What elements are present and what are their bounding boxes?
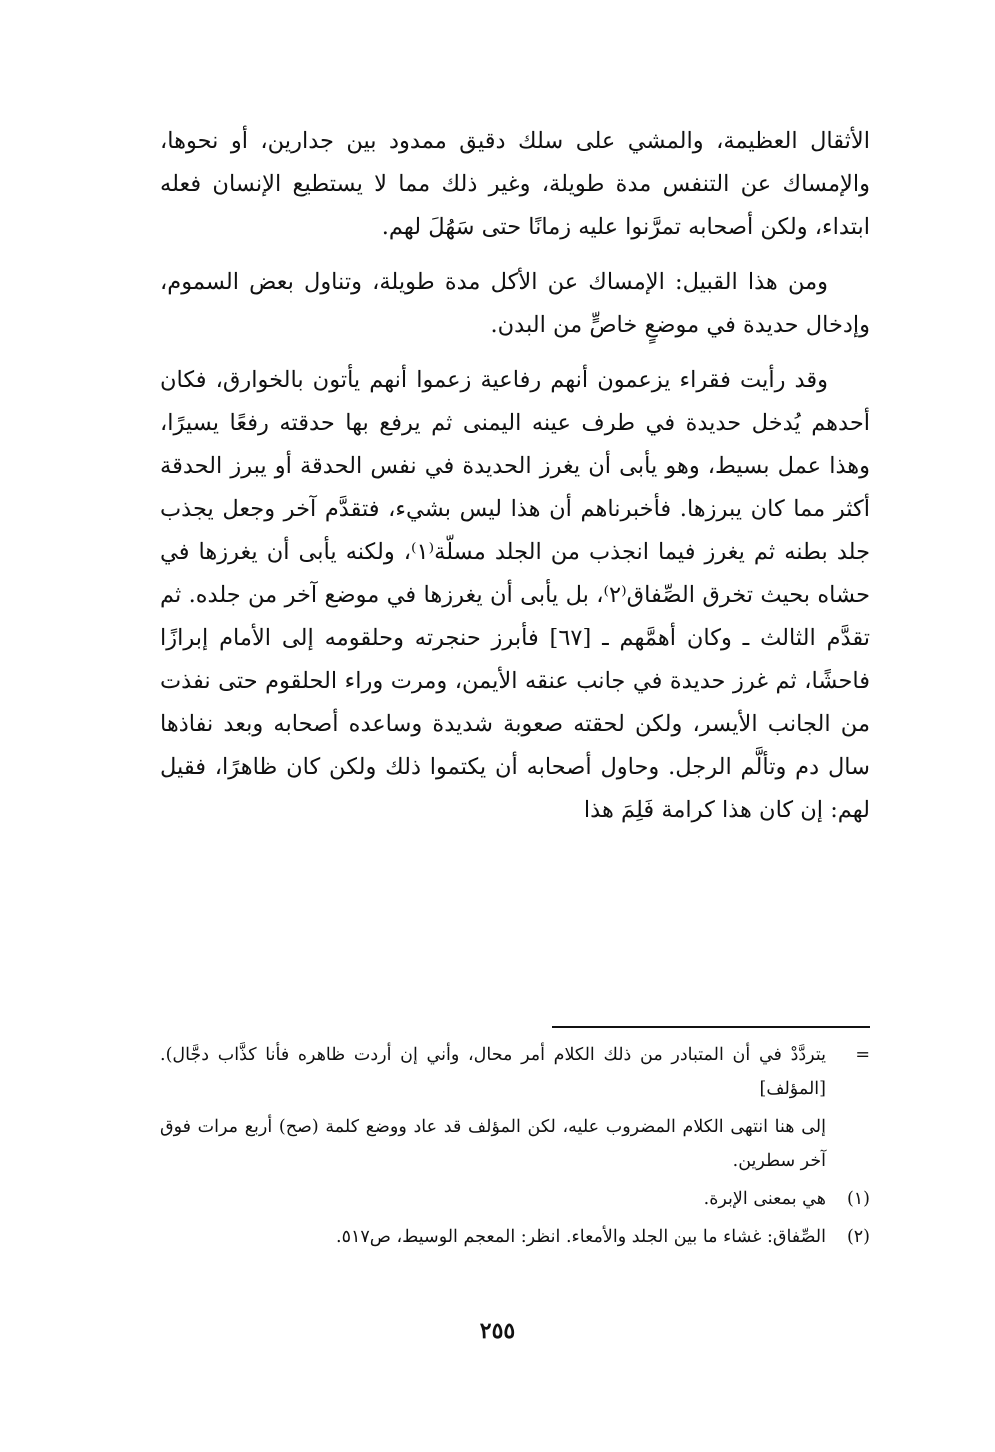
- footnote-note: [160, 1110, 870, 1178]
- footnote-1: [160, 1182, 870, 1216]
- footnote-text: الصِّفاق: غشاء ما بين الجلد والأمعاء. انظر: المعجم الوسيط، ص٥١٧.: [335, 1227, 826, 1247]
- paragraph-1: الأثقال العظيمة، والمشي على سلك دقيق ممدود بين جدارين، أو نحوها، والإمساك عن التنفس مدة طويلة، وغير ذلك مما لا يستطيع الإنسان فعله ابتداء، ولكن أصحابه تمرَّنوا عليه زمانًا حتى سَهُلَ لهم.: [160, 128, 870, 240]
- footnote-2: [160, 1220, 870, 1254]
- footnote-marker: (٢): [846, 1227, 870, 1247]
- footnote-marker: =: [855, 1045, 870, 1065]
- footnote-separator: [552, 1026, 870, 1028]
- page-number: ٢٥٥: [479, 1318, 516, 1344]
- main-text: [160, 120, 870, 844]
- paragraph-2: ومن هذا القبيل: الإمساك عن الأكل مدة طويلة، وتناول بعض السموم، وإدخال حديدة في موضعٍ خاصٍّ من البدن.: [160, 269, 870, 338]
- footnote-marker: (١): [846, 1189, 870, 1209]
- footnote-continued: [160, 1038, 870, 1106]
- footnote-text: إلى هنا انتهى الكلام المضروب عليه، لكن المؤلف قد عاد ووضع كلمة (صح) أربع مرات فوق آخر سطرين.: [160, 1117, 826, 1171]
- footnote-text: يتردَّدْ في أن المتبادر من ذلك الكلام أمر محال، وأني إن أردت ظاهره فأنا كذَّاب دجَّال). [المؤلف]: [160, 1045, 826, 1099]
- footnote-text: هي بمعنى الإبرة.: [703, 1189, 826, 1209]
- paragraph-3: وقد رأيت فقراء يزعمون أنهم رفاعية زعموا أنهم يأتون بالخوارق، فكان أحدهم يُدخل حديدة في طرف عينه اليمنى ثم يرفع بها حدقته رفعًا يسيرًا، وهذا عمل بسيط، وهو يأبى أن يغرز الحديدة في نفس الحدقة أو يبرز الحدقة أكثر مما كان يبرزها. فأخبرناهم أن هذا ليس بشيء، فتقدَّم آخر وجعل يجذب جلد بطنه ثم يغرز فيما انجذب من الجلد مسلّة⁽١⁾، ولكنه يأبى أن يغرزها في حشاه بحيث تخرق الصِّفاق⁽٢⁾، بل يأبى أن يغرزها في موضع آخر من جلده. ثم تقدَّم الثالث ـ وكان أهمَّهم ـ [٦٧] فأبرز حنجرته وحلقومه إلى الأمام إبرازًا فاحشًا، ثم غرز حديدة في جانب عنقه الأيمن، ومرت وراء الحلقوم حتى نفذت من الجانب الأيسر، ولكن لحقته صعوبة شديدة وساعده أصحابه وبعد نفاذها سال دم وتألَّم الرجل. وحاول أصحابه أن يكتموا ذلك ولكن كان ظاهرًا، فقيل لهم: إن كان هذا كرامة فَلِمَ هذا: [160, 367, 871, 823]
- footnotes: [160, 1038, 870, 1258]
